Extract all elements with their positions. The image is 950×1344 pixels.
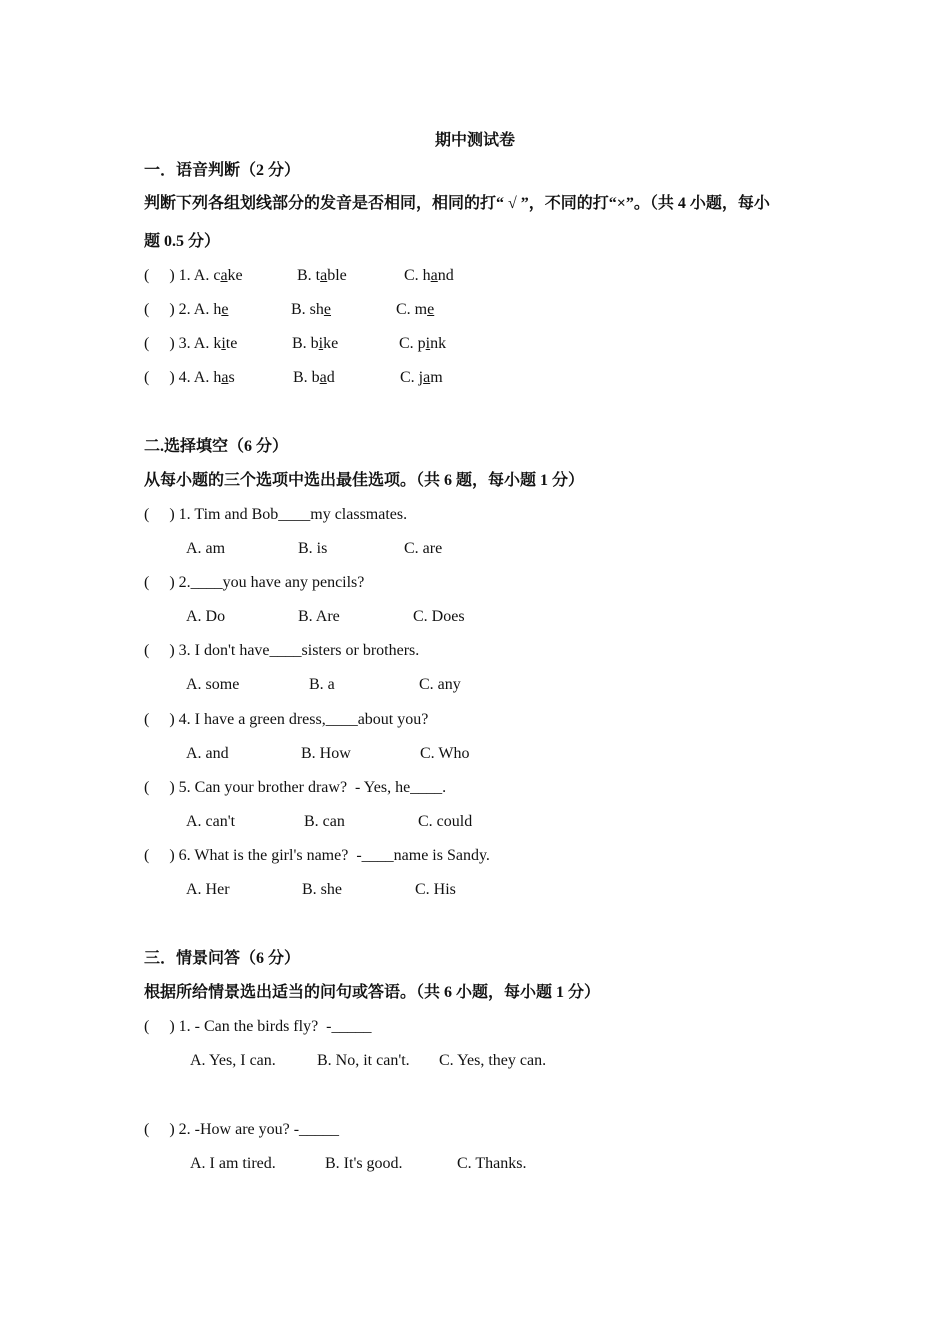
option-a: A. can't (186, 813, 236, 830)
section3-instruction: 根据所给情景选出适当的问句或答语。（共 6 小题，每小题 1 分） (144, 984, 601, 1001)
option-b: B. It's good. (325, 1155, 403, 1172)
option-a: A. I am tired. (190, 1155, 276, 1172)
question-text: ( ) 6. What is the girl's name? -____name is Sandy. (144, 847, 490, 864)
option-a: A. some (186, 676, 240, 693)
option-b: B. How (301, 745, 351, 762)
option-b: B. can (304, 813, 345, 830)
phonics-item-option-b: B. bad (293, 369, 335, 386)
option-c: C. His (415, 881, 456, 898)
option-c: C. Who (420, 745, 470, 762)
option-b: B. Are (298, 608, 340, 625)
question-text: ( ) 2. -How are you? -_____ (144, 1121, 340, 1138)
question-text: ( ) 2.____you have any pencils? (144, 574, 365, 591)
option-b: B. No, it can't. (317, 1052, 410, 1069)
question-text: ( ) 1. - Can the birds fly? -_____ (144, 1018, 372, 1035)
option-a: A. Her (186, 881, 230, 898)
section2-instruction: 从每小题的三个选项中选出最佳选项。（共 6 题，每小题 1 分） (144, 472, 585, 489)
option-c: C. Thanks. (457, 1155, 527, 1172)
question-text: ( ) 1. Tim and Bob____my classmates. (144, 506, 408, 523)
option-c: C. Does (413, 608, 465, 625)
option-c: C. Yes, they can. (439, 1052, 547, 1069)
question-text: ( ) 3. I don't have____sisters or brothers. (144, 642, 420, 659)
phonics-item-option-c: C. jam (400, 369, 443, 386)
option-c: C. could (418, 813, 473, 830)
option-a: A. Yes, I can. (190, 1052, 276, 1069)
section1-instruction-cont: 题 0.5 分） (144, 233, 221, 250)
phonics-item-option-a: ( ) 2. A. he (144, 301, 229, 318)
phonics-item-option-b: B. she (291, 301, 332, 318)
option-c: C. any (419, 676, 461, 693)
phonics-item-option-b: B. bike (292, 335, 339, 352)
option-b: B. she (302, 881, 342, 898)
section3-heading: 三．情景问答（6 分） (144, 950, 301, 967)
option-a: A. and (186, 745, 229, 762)
phonics-item-option-c: C. pink (399, 335, 447, 352)
phonics-item-option-c: C. me (396, 301, 435, 318)
question-text: ( ) 4. I have a green dress,____about you? (144, 711, 429, 728)
phonics-item-option-a: ( ) 3. A. kite (144, 335, 238, 352)
page-title: 期中测试卷 (434, 132, 515, 149)
option-a: A. Do (186, 608, 226, 625)
section1-heading: 一．语音判断（2 分） (144, 162, 301, 179)
option-a: A. am (186, 540, 226, 557)
option-b: B. a (309, 676, 335, 693)
question-text: ( ) 5. Can your brother draw? - Yes, he____. (144, 779, 447, 796)
option-c: C. are (404, 540, 443, 557)
section1-instruction: 判断下列各组划线部分的发音是否相同，相同的打“ √ ”，不同的打“×”。（共 4 小题，每小 (144, 195, 770, 212)
section2-heading: 二.选择填空（6 分） (144, 438, 289, 455)
phonics-item-option-a: ( ) 1. A. cake (144, 267, 243, 284)
option-b: B. is (298, 540, 328, 557)
phonics-item-option-a: ( ) 4. A. has (144, 369, 235, 386)
phonics-item-option-b: B. table (297, 267, 347, 284)
phonics-item-option-c: C. hand (404, 267, 454, 284)
